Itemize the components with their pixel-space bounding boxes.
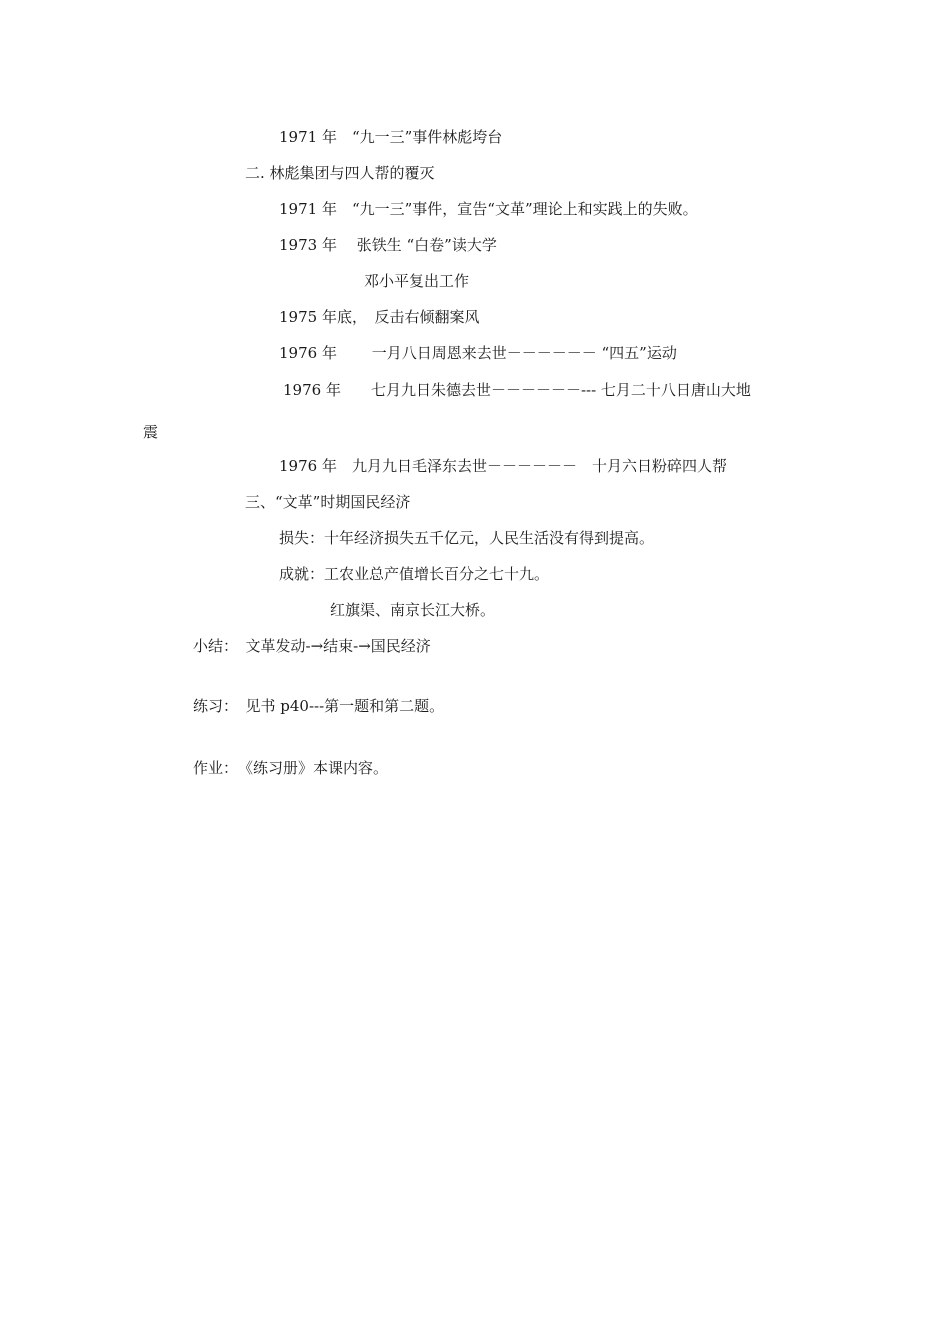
- summary: 小结： 文革发动-→结束-→国民经济: [193, 637, 431, 655]
- event-1976-mao: 1976 年 九月九日毛泽东去世－－－－－－ 十月六日粉碎四人帮: [279, 457, 727, 475]
- event-1973-deng: 邓小平复出工作: [364, 272, 470, 290]
- event-1976-zhu-continued: 震: [143, 423, 159, 441]
- economy-achievement: 成就：工农业总产值增长百分之七十九。: [279, 565, 550, 583]
- event-1976-zhou: 1976 年 一月八日周恩来去世－－－－－－ “四五”运动: [279, 344, 677, 362]
- section-heading-2: 二. 林彪集团与四人帮的覆灭: [245, 164, 435, 182]
- practice: 练习： 见书 p40---第一题和第二题。: [193, 697, 445, 715]
- event-1976-zhu: 1976 年 七月九日朱德去世－－－－－－--- 七月二十八日唐山大地: [283, 381, 751, 399]
- event-1973: 1973 年 张铁生 “白卷”读大学: [279, 236, 497, 254]
- event-1971-lin-biao: 1971 年 “九一三”事件林彪垮台: [279, 128, 503, 146]
- event-1971-failure: 1971 年 “九一三”事件，宣告“文革”理论上和实践上的失败。: [279, 200, 698, 218]
- economy-loss: 损失：十年经济损失五千亿元，人民生活没有得到提高。: [279, 529, 655, 547]
- economy-achievement-examples: 红旗渠、南京长江大桥。: [330, 601, 496, 619]
- event-1975: 1975 年底， 反击右倾翻案风: [279, 308, 480, 326]
- homework: 作业： 《练习册》本课内容。: [193, 759, 389, 777]
- section-heading-3: 三、“文革”时期国民经济: [245, 493, 411, 511]
